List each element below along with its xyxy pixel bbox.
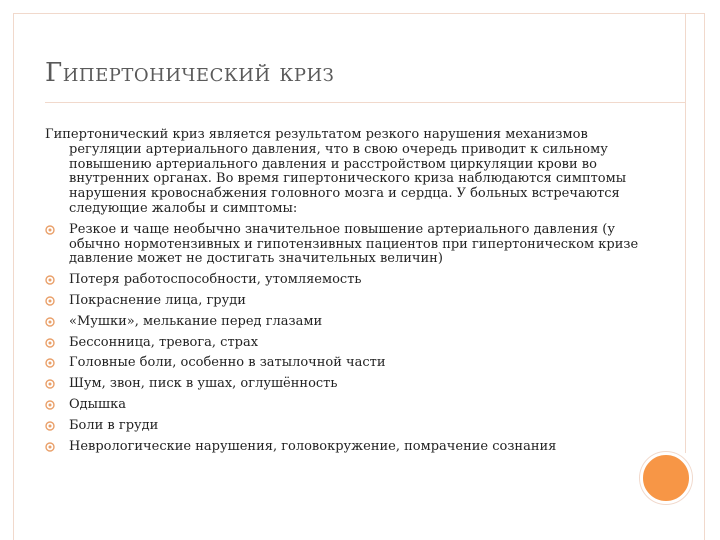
flower-bullet-icon [45,421,55,431]
list-item [45,223,645,267]
list-item-text: Боли в груди [69,417,159,433]
list-item-text: «Мушки», мелькание перед глазами [69,313,323,329]
list-item [45,419,645,434]
flower-bullet-icon [45,296,55,306]
symptom-list [45,223,645,455]
intro-paragraph: Гипертонический криз является результатом резкого нарушения механизмов регуляции артериального давления, что в свою очередь приводит к сильному повышению артериального давления и расстройством циркуляции крови во внутренних органах. Во время гипертонического криза наблюдаются симптомы нарушения кровоснабжения головного мозга и сердца. У больных встречаются следующие жалобы и симптомы: [45,127,627,216]
list-item-text: Потеря работоспособности, утомляемость [69,272,362,288]
flower-bullet-icon [45,225,55,235]
list-item-text: Резкое и чаще необычно значительное повышение артериального давления (у обычно нормотензивных и гипотензивных пациентов при гипертоническом кризе давление может не достигать значительных величин) [69,221,639,267]
list-item-text: Покраснение лица, груди [69,292,246,308]
list-item [45,273,645,288]
list-item [45,336,645,351]
list-item [45,377,645,392]
flower-bullet-icon [45,442,55,452]
flower-bullet-icon [45,400,55,410]
list-item-text: Неврологические нарушения, головокружение, помрачение сознания [69,438,557,454]
list-item [45,398,645,413]
list-item-text: Головные боли, особенно в затылочной части [69,355,386,371]
decorative-circle [640,452,692,504]
slide-content [45,128,645,454]
flower-bullet-icon [45,275,55,285]
flower-bullet-icon [45,317,55,327]
list-item-text: Бессонница, тревога, страх [69,334,259,350]
slide-title: Гипертонический криз [45,58,335,88]
flower-bullet-icon [45,358,55,368]
list-item [45,440,645,455]
frame-right-line [685,13,686,453]
list-item-text: Шум, звон, писк в ушах, оглушённость [69,376,338,392]
flower-bullet-icon [45,338,55,348]
title-divider [45,102,685,103]
list-item-text: Одышка [69,396,126,412]
list-item [45,315,645,330]
list-item [45,356,645,371]
list-item [45,294,645,309]
flower-bullet-icon [45,379,55,389]
